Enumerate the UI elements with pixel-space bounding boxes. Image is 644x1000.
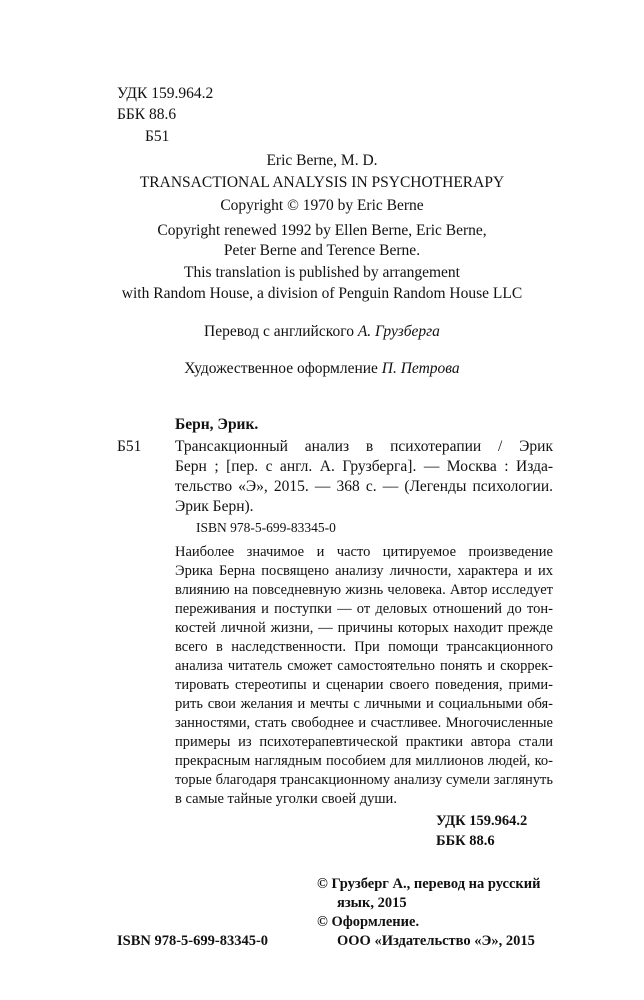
arrangement-line-2: with Random House, a division of Penguin Random House LLC [121, 285, 523, 302]
catalog-entry-line: Эрик Берн). [175, 498, 254, 515]
translator-label: Перевод с английского [204, 323, 358, 340]
translator-credit [0, 322, 644, 342]
footer-copyright-line: язык, 2015 [337, 895, 407, 911]
catalog-entry-line: Берн ; [пер. с англ. А. Грузберга]. — Москва : Изда- [175, 458, 553, 475]
annotation-line: анализа читатель сможет самостоятельно понять и скоррек- [175, 658, 553, 674]
annotation-line: в самые тайные уголки своей души. [175, 791, 397, 807]
art-credit [0, 359, 644, 379]
annotation-line: торые благодаря трансакционному анализу сумели заглянуть [175, 772, 553, 788]
translator-name: А. Грузберга [357, 323, 440, 340]
annotation-line: прекрасным наглядным пособием для миллионов людей, ко- [175, 753, 553, 769]
annotation-line: рить свои желания и мечты с личными и социальными обя- [175, 696, 553, 712]
catalog-mark: Б51 [117, 438, 142, 455]
catalog-entry-line: Трансакционный анализ в психотерапии / Эрик [175, 438, 553, 455]
art-name: П. Петрова [381, 360, 460, 377]
footer-isbn: ISBN 978-5-699-83345-0 [117, 933, 269, 949]
annotation-line: Наиболее значимое и часто цитируемое произведение [175, 544, 553, 560]
annotation-line: костей личной жизни, — причины которых находит прежде [175, 620, 553, 636]
art-label: Художественное оформление [184, 360, 382, 377]
catalog-isbn: ISBN 978-5-699-83345-0 [196, 520, 336, 535]
catalog-udk: УДК 159.964.2 [436, 813, 528, 829]
annotation-line: всего в наследственности. При помощи трансакционного [175, 639, 553, 655]
bbk-code: ББК 88.6 [117, 106, 177, 123]
footer-copyright-line: © Грузберг А., перевод на русский [317, 876, 541, 892]
author-mark: Б51 [145, 128, 170, 145]
original-author: Eric Berne, M. D. [266, 152, 378, 169]
annotation-line: влиянию на повседневную жизнь человека. Автор исследует [175, 582, 553, 598]
annotation-line: переживания и поступки — от деловых отношений до тон- [175, 601, 553, 617]
catalog-entry-line: тельство «Э», 2015. — 368 с. — (Легенды психологии. [175, 478, 553, 495]
copyright-renewed-line-2: Peter Berne and Terence Berne. [223, 242, 421, 259]
arrangement-line-1: This translation is published by arrangement [184, 264, 460, 281]
annotation-line: занностями, стать свободнее и счастливее. Многочисленные [175, 715, 553, 731]
copyright-renewed-line-1: Copyright renewed 1992 by Ellen Berne, Eric Berne, [157, 222, 487, 239]
catalog-author-heading: Берн, Эрик. [175, 416, 259, 433]
original-copyright: Copyright © 1970 by Eric Berne [220, 197, 424, 214]
catalog-bbk: ББК 88.6 [436, 833, 495, 849]
annotation-line: примеры из психотерапевтической практики автора стали [175, 734, 553, 750]
footer-copyright-line: © Оформление. [317, 914, 420, 930]
udk-code: УДК 159.964.2 [117, 85, 214, 102]
footer-copyright-line: ООО «Издательство «Э», 2015 [337, 933, 535, 949]
original-title: TRANSACTIONAL ANALYSIS IN PSYCHOTHERAPY [139, 174, 505, 191]
annotation-line: Эрика Берна посвящено анализу личности, характера и их [175, 563, 553, 579]
annotation-line: тировать стереотипы и сценарии своего поведения, прими- [175, 677, 553, 693]
